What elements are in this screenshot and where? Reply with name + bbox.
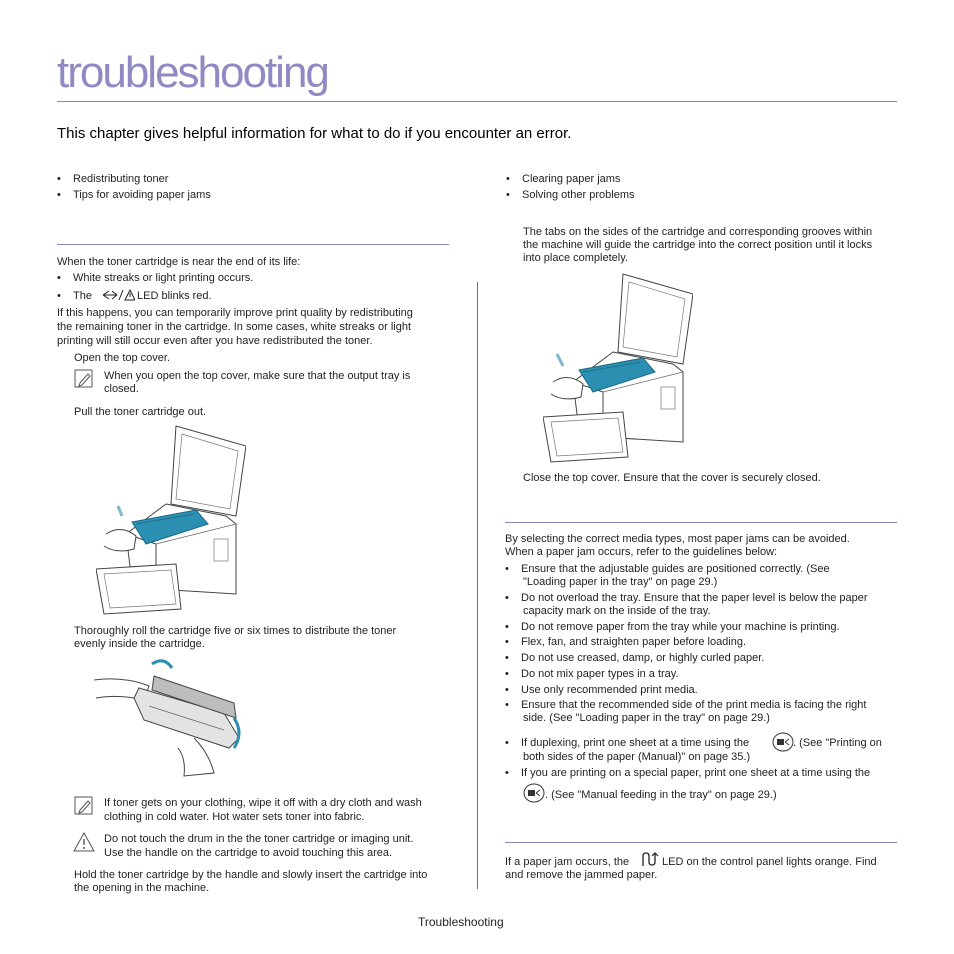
para-line: printing will still occur even after you have redistributed the toner.	[57, 335, 373, 347]
section-rule-tips	[505, 522, 897, 523]
tip-item-cont[interactable]: "Loading paper in the tray" on page 29.)	[523, 576, 718, 588]
step-insert-line: Hold the toner cartridge by the handle and slowly insert the cartridge into	[74, 869, 428, 881]
jam-led-icon	[641, 852, 659, 868]
section-rule-clearing	[505, 842, 897, 843]
step-close-cover: Close the top cover. Ensure that the cover is securely closed.	[523, 472, 821, 484]
jam-line: LED on the control panel lights orange. Find	[662, 856, 877, 868]
tip-item-cont: capacity mark on the inside of the tray.	[523, 605, 711, 617]
tip-item-cont[interactable]: both sides of the paper (Manual)" on page 35.)	[523, 751, 751, 763]
step-open-cover: Open the top cover.	[74, 352, 171, 364]
note-icon	[74, 796, 94, 816]
section-rule-redistributing	[57, 244, 449, 245]
cancel-button-icon	[772, 732, 794, 752]
printer-illustration	[543, 272, 693, 470]
para-line: If this happens, you can temporarily improve print quality by redistributing	[57, 307, 413, 319]
step-pull-cartridge: Pull the toner cartridge out.	[74, 406, 207, 418]
column-divider	[477, 282, 478, 889]
note-line: If toner gets on your clothing, wipe it off with a dry cloth and wash	[104, 797, 422, 809]
tip-item-cont[interactable]: . (See "Manual feeding in the tray" on page 29.)	[545, 789, 777, 801]
page-title: troubleshooting	[57, 48, 328, 97]
caution-line: Do not touch the drum in the the toner cartridge or imaging unit.	[104, 833, 414, 845]
tips-intro-line: By selecting the correct media types, most paper jams can be avoided.	[505, 533, 850, 545]
para-line: the remaining toner in the cartridge. In some cases, white streaks or light	[57, 321, 412, 333]
note-line: clothing in cold water. Hot water sets toner into fabric.	[104, 811, 365, 823]
caution-line: Use the handle on the cartridge to avoid touching this area.	[104, 847, 393, 859]
tip-item-cont[interactable]: . (See "Printing on	[793, 737, 882, 749]
jam-line: and remove the jammed paper.	[505, 869, 658, 881]
roll-cartridge-illustration	[94, 658, 254, 778]
lead-text: When the toner cartridge is near the end of its life:	[57, 256, 301, 268]
page-footer: Troubleshooting	[418, 915, 504, 929]
note-line: When you open the top cover, make sure that the output tray is	[104, 370, 411, 382]
step-roll-line: evenly inside the cartridge.	[74, 638, 205, 650]
title-rule	[57, 101, 897, 102]
cancel-button-icon	[523, 783, 545, 803]
step-roll-line: Thoroughly roll the cartridge five or six times to distribute the toner	[74, 625, 397, 637]
tip-item-cont[interactable]: side. (See "Loading paper in the tray" on page 29.)	[523, 712, 770, 724]
step-insert-line: the opening in the machine.	[74, 882, 210, 894]
tips-intro-line: When a paper jam occurs, refer to the guidelines below:	[505, 546, 778, 558]
jam-line: If a paper jam occurs, the	[505, 856, 630, 868]
caution-icon	[73, 832, 93, 852]
toner-led-icon	[101, 288, 135, 302]
note-icon	[74, 369, 94, 389]
tabs-line: into place completely.	[523, 252, 628, 264]
chapter-intro: This chapter gives helpful information for what to do if you encounter an error.	[57, 125, 572, 142]
tabs-line: The tabs on the sides of the cartridge and corresponding grooves within	[523, 226, 873, 238]
printer-illustration	[96, 424, 246, 624]
note-line: closed.	[104, 383, 139, 395]
tabs-line: the machine will guide the cartridge into the correct position until it locks	[523, 239, 873, 251]
